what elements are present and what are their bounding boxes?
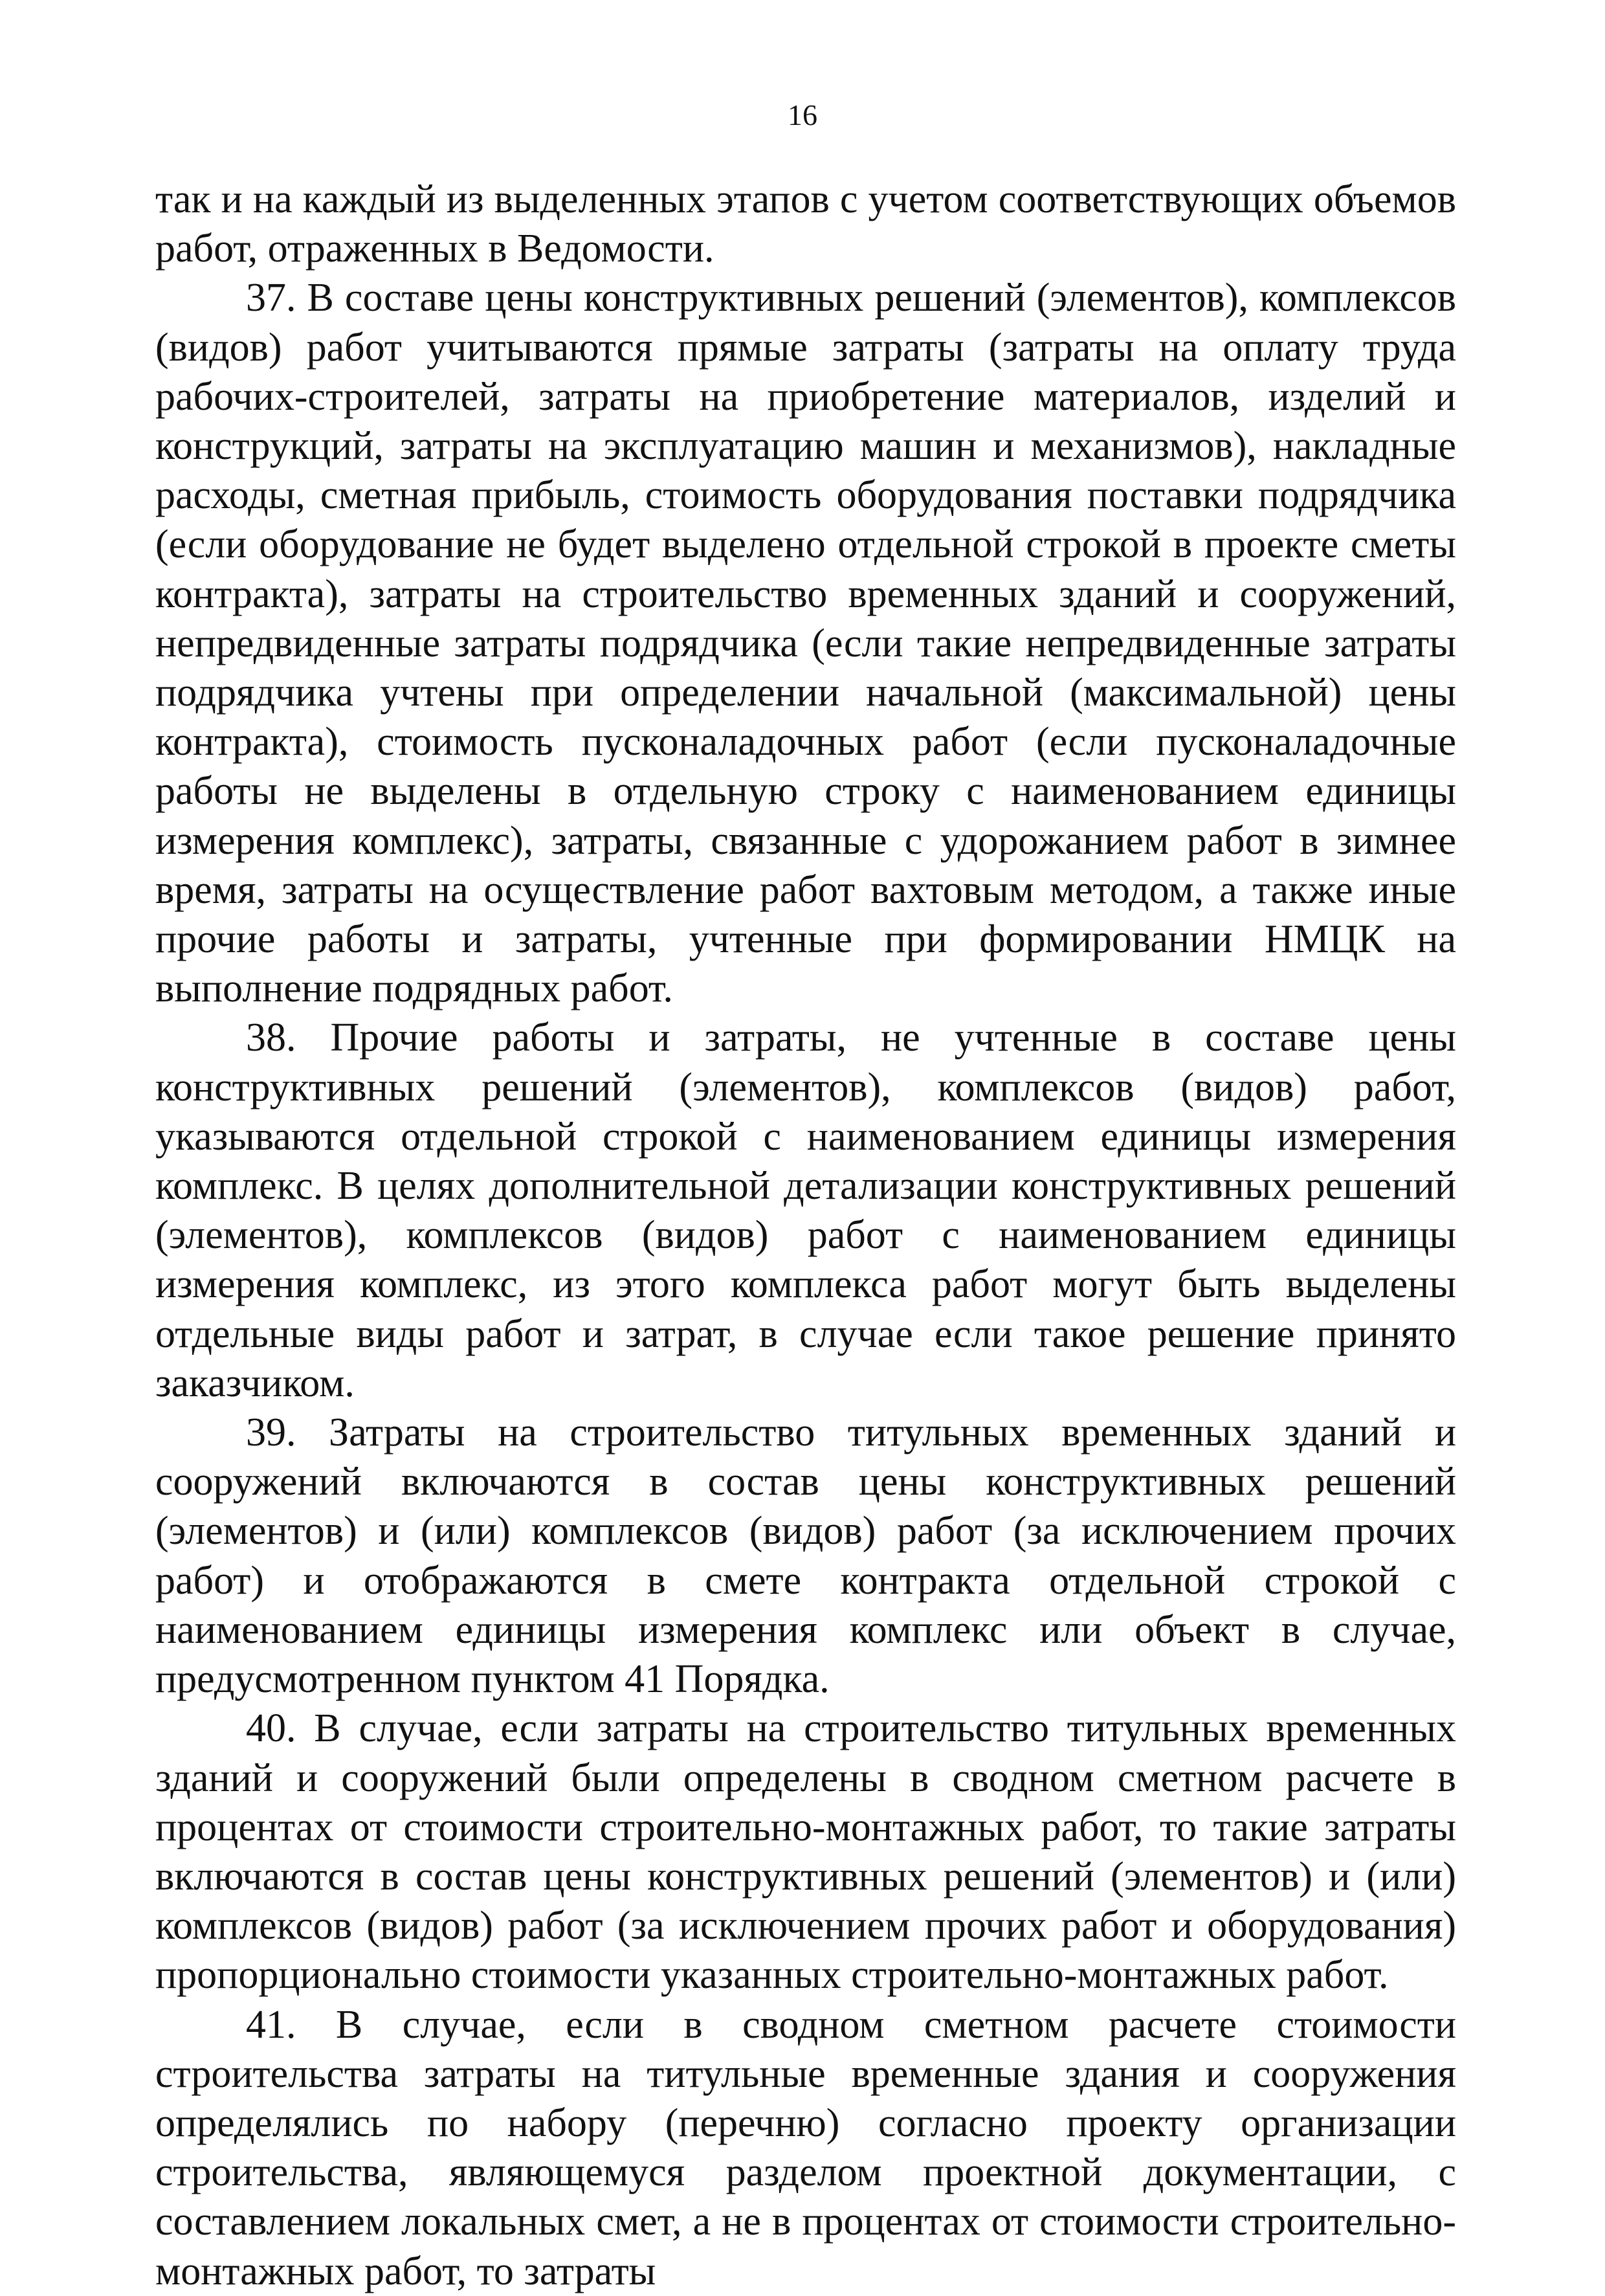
paragraph-continuation: так и на каждый из выделенных этапов с учетом соответствующих объемов работ, отраженных в Ведомости. xyxy=(155,177,1456,271)
paragraph-39: 39. Затраты на строительство титульных временных зданий и сооружений включаются в состав цены конструктивных решений (элементов) и (или) комплексов (видов) работ (за исключением прочих работ) и отображаются в смете контракта отдельной строкой с наименованием единицы измерения комплекс или объект в случае, предусмотренном пунктом 41 Порядка. xyxy=(155,1410,1456,1702)
paragraph-38: 38. Прочие работы и затраты, не учтенные в составе цены конструктивных решений (элементов), комплексов (видов) работ, указываются отдельной строкой с наименованием единицы измерения комплекс. В целях дополнительной детализации конструктивных решений (элементов), комплексов (видов) работ с наименованием единицы измерения комплекс, из этого комплекса работ могут быть выделены отдельные виды работ и затрат, в случае если такое решение принято заказчиком. xyxy=(155,1016,1456,1405)
page-number: 16 xyxy=(788,98,817,131)
paragraph-37: 37. В составе цены конструктивных решений (элементов), комплексов (видов) работ учитываются прямые затраты (затраты на оплату труда рабочих-строителей, затраты на приобретение материалов, изделий и конструкций, затраты на эксплуатацию машин и механизмов), накладные расходы, сметная прибыль, стоимость оборудования поставки подрядчика (если оборудование не будет выделено отдельной строкой в проекте сметы контракта), затраты на строительство временных зданий и сооружений, непредвиденные затраты подрядчика (если такие непредвиденные затраты подрядчика учтены при определении начальной (максимальной) цены контракта), стоимость пусконаладочных работ (если пусконаладочные работы не выделены в отдельную строку с наименованием единицы измерения комплекс), затраты, связанные с удорожанием работ в зимнее время, затраты на осуществление работ вахтовым методом, а также иные прочие работы и затраты, учтенные при формировании НМЦК на выполнение подрядных работ. xyxy=(155,276,1456,1011)
paragraph-41: 41. В случае, если в сводном сметном расчете стоимости строительства затраты на титульные временные здания и сооружения определялись по набору (перечню) согласно проекту организации строительства, являющемуся разделом проектной документации, с составлением локальных смет, а не в процентах от стоимости строительно-монтажных работ, то затраты xyxy=(155,2002,1456,2293)
document-body xyxy=(155,175,1456,2296)
paragraph-40: 40. В случае, если затраты на строительство титульных временных зданий и сооружений были определены в сводном сметном расчете в процентах от стоимости строительно-монтажных работ, то такие затраты включаются в состав цены конструктивных решений (элементов) и (или) комплексов (видов) работ (за исключением прочих работ и оборудования) пропорционально стоимости указанных строительно-монтажных работ. xyxy=(155,1706,1456,1998)
